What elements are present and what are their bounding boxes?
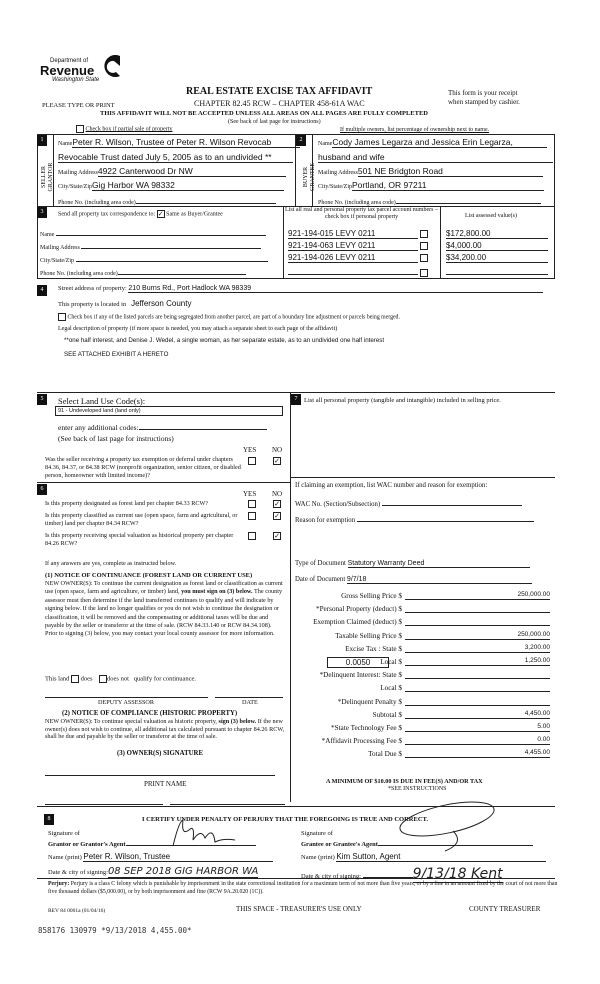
- exemption-no-checkbox[interactable]: ✓: [274, 457, 280, 465]
- amount-label: *Affidavit Processing Fee $: [321, 737, 402, 746]
- parcel-row: 921-194-026 LEVY 0211: [288, 253, 428, 263]
- print-name-label: PRINT NAME: [144, 780, 187, 788]
- parcel-row: 921-194-063 LEVY 0211: [288, 241, 428, 251]
- buyer-name-2[interactable]: husband and wife: [318, 152, 553, 163]
- land-use-label: Select Land Use Code(s):: [58, 396, 146, 406]
- assessed-value[interactable]: $4,000.00: [446, 241, 548, 251]
- amount-value[interactable]: 3,200.00: [405, 644, 550, 653]
- amount-value[interactable]: 250,000.00: [405, 631, 550, 640]
- perjury-note: Perjury: Perjury is a class C felony which is punishable by imprisonment in the state correctional institution for a maximum term of not more than five years, or by a fine in an amount fixed by the court of not more than five thousand dollars ($5,000.00), or by both imprisonment and fine (RCW 9A.20.020 (1C)).: [48, 881, 558, 895]
- rev-number: REV 84 0001a (01/04/16): [48, 908, 106, 914]
- corr-address[interactable]: Mailing Address: [40, 241, 261, 251]
- form-title: REAL ESTATE EXCISE TAX AFFIDAVIT: [186, 86, 373, 97]
- seller-name-2[interactable]: Revocable Trust dated July 5, 2005 as to an undivided **: [58, 152, 293, 163]
- legal-description: **one half interest, and Denise J. Wedel, a single woman, as her separate estate, as to an undivided one half interest: [64, 337, 385, 344]
- buyer-name[interactable]: NameCody James Legarza and Jessica Erin Legarza,: [318, 137, 547, 148]
- see-instructions: *SEE INSTRUCTIONS: [388, 786, 447, 792]
- corr-phone[interactable]: Phone No. (including area code): [40, 267, 246, 277]
- county[interactable]: This property is located in Jefferson County: [58, 299, 192, 308]
- legal-exhibit: SEE ATTACHED EXHIBIT A HERETO: [64, 351, 169, 358]
- certify-text: I CERTIFY UNDER PENALTY OF PERJURY THAT THE FOREGOING IS TRUE AND CORRECT.: [142, 816, 429, 823]
- same-as-buyer-checkbox[interactable]: ✓: [157, 210, 164, 218]
- grantor-date-city[interactable]: Date & city of signing:08 SEP 2018 GIG HARBOR WA: [48, 866, 259, 877]
- please-type: PLEASE TYPE OR PRINT: [42, 102, 115, 109]
- buyer-phone[interactable]: Phone No. (including area code): [318, 195, 541, 206]
- treasurer-space: THIS SPACE - TREASURER'S USE ONLY: [236, 905, 362, 913]
- personal-property-checkbox[interactable]: [420, 269, 428, 277]
- personal-property-checkbox[interactable]: [420, 230, 428, 238]
- doc-date-field[interactable]: Date of Document 9/7/18: [295, 576, 532, 584]
- partial-sale-checkbox[interactable]: [76, 125, 84, 133]
- does-checkbox[interactable]: [71, 675, 79, 683]
- see-back: (See back of last page for instructions): [228, 119, 321, 125]
- minimum-note: A MINIMUM OF $10.00 IS DUE IN FEE(S) AND/OR TAX: [326, 778, 483, 785]
- amount-label: Total Due $: [368, 750, 402, 759]
- section-3-number: 3: [37, 207, 47, 218]
- yes-header-6: YES: [243, 490, 257, 498]
- owner-signature-title: (3) OWNER(S) SIGNATURE: [117, 750, 203, 757]
- amount-label: Excise Tax : State $: [345, 644, 402, 653]
- reason-field[interactable]: Reason for exemption: [295, 514, 534, 524]
- amount-value[interactable]: 4,455.00: [405, 749, 550, 758]
- grantor-signature-mark: [165, 816, 245, 850]
- date-label: DATE: [242, 699, 258, 706]
- wac-field[interactable]: WAC No. (Section/Subsection): [295, 498, 522, 508]
- exemption-yes-checkbox[interactable]: [248, 457, 256, 465]
- deputy-assessor-label: DEPUTY ASSESSOR: [98, 699, 154, 706]
- section-2-number: 2: [296, 135, 306, 146]
- no-header: NO: [272, 446, 283, 454]
- section-7-number: 7: [291, 394, 301, 405]
- amount-value[interactable]: 1,250.00: [405, 657, 550, 666]
- seller-side-label: SELLER GRANTOR: [41, 162, 54, 192]
- notice-continuance-title: (1) NOTICE OF CONTINUANCE (FOREST LAND OR CURRENT USE): [45, 572, 253, 579]
- no-header-6: NO: [272, 490, 283, 498]
- notice-compliance-title: (2) NOTICE OF COMPLIANCE (HISTORIC PROPERTY): [62, 710, 238, 717]
- parcel-row: [288, 265, 428, 277]
- corr-name[interactable]: Name: [40, 228, 266, 238]
- amount-label: *Delinquent Interest: State $: [319, 671, 402, 680]
- corr-city[interactable]: City/State/Zip: [40, 254, 268, 264]
- section6-yes-checkbox[interactable]: [248, 532, 256, 540]
- assessed-value[interactable]: $172,800.00: [446, 229, 548, 239]
- doc-type-field[interactable]: Type of Document Statutory Warranty Deed: [295, 560, 530, 568]
- yes-header: YES: [243, 446, 257, 454]
- amount-value[interactable]: [405, 683, 550, 692]
- partial-sale: Check box if partial sale of property: [76, 125, 172, 133]
- segregate-note: Check box if any of the listed parcels are being segregated from another parcel, are part of a boundary line adjustment or parcels being merged.: [58, 313, 400, 321]
- parcels-header: List all real and personal property tax parcel account numbers – check box if personal property: [285, 207, 438, 220]
- buyer-address[interactable]: Mailing Address501 NE Bridgton Road: [318, 166, 543, 177]
- amount-label: Gross Selling Price $: [341, 592, 402, 600]
- section6-yes-checkbox[interactable]: [248, 500, 256, 508]
- personal-property-checkbox[interactable]: [420, 242, 428, 250]
- amount-label: Taxable Selling Price $: [335, 631, 402, 640]
- section-4-number: 4: [37, 285, 47, 296]
- amount-label: Local $: [380, 658, 402, 666]
- amount-label: Local $: [380, 684, 402, 693]
- seller-phone[interactable]: Phone No. (including area code): [58, 195, 276, 206]
- grantor-name[interactable]: Name (print) Peter R. Wilson, Trustee: [48, 852, 273, 862]
- dor-logo: Department of Revenue Washington State: [40, 58, 99, 83]
- receipt-stamp: 858176 130979 *9/13/2018 4,455.00*: [38, 926, 192, 935]
- amount-label: Exemption Claimed (deduct) $: [313, 618, 402, 627]
- legal-label: Legal description of property (if more space is needed, you may attach a separate sheet to each page of the affidavit): [58, 326, 338, 332]
- section6-question: Is this property classified as current use (open space, farm and agricultural, or timber) land per chapter 84.34 RCW?: [45, 512, 238, 527]
- amount-label: *State Technology Fee $: [330, 724, 402, 732]
- section6-question: Is this property receiving special valuation as historical property per chapter 84.26 RCW?: [45, 532, 234, 547]
- amount-label: *Delinquent Penalty $: [337, 697, 402, 706]
- section-1-number: 1: [37, 135, 47, 146]
- section-6-number: 6: [37, 484, 47, 495]
- section-5-number: 5: [37, 394, 47, 405]
- segregate-checkbox[interactable]: [58, 313, 66, 321]
- form-chapter: CHAPTER 82.45 RCW – CHAPTER 458-61A WAC: [194, 99, 365, 108]
- amount-value[interactable]: 0.00: [405, 736, 550, 745]
- grantee-signature[interactable]: Signature of Grantee or Grantee's Agent: [301, 830, 533, 849]
- if-yes-note: If any answers are yes, complete as instructed below.: [45, 560, 177, 567]
- grantee-name[interactable]: Name (print) Kim Sutton, Agent: [301, 852, 546, 862]
- receipt-note: This form is your receipt when stamped by cashier.: [448, 89, 520, 106]
- land-use-see-back: (See back of last page for instructions): [58, 434, 174, 443]
- section6-no-checkbox[interactable]: ✓: [274, 500, 280, 508]
- amount-label: *Personal Property (deduct) $: [315, 605, 402, 614]
- section6-yes-checkbox[interactable]: [248, 512, 256, 520]
- assessed-value[interactable]: $34,200.00: [446, 253, 548, 263]
- correspondence-label: Send all property tax correspondence to: ✓ Same as Buyer/Grantee: [58, 210, 223, 218]
- amount-value[interactable]: 5.00: [405, 723, 550, 732]
- multiple-owners-note: If multiple owners, list percentage of ownership next to name.: [340, 127, 490, 133]
- section6-no-checkbox[interactable]: ✓: [274, 512, 280, 520]
- exemption-question: Was the seller receiving a property tax exemption or deferral under chapters 84.36, 84.37, or 84.38 RCW (nonprofit organization, senior citizen, or disabled person, homeowner with limited income)?: [45, 456, 241, 479]
- county-treasurer: COUNTY TREASURER: [469, 905, 541, 913]
- additional-codes[interactable]: enter any additional codes:: [58, 421, 267, 432]
- notice-compliance-text: NEW OWNER(S): To continue special valuation as historic property, sign (3) below. If the new owner(s) does not wish to continue, all additional tax calculated pursuant to chapter 84.26 RCW, shall be due and payable by the seller or transferor at the time of sale.: [45, 718, 285, 741]
- notice-continuance-text: NEW OWNER(S): To continue the current designation as forest land or classification as current use (open space, farm and agriculture, or timber) land, you must sign on (3) below. The county assessor must then determine if the land transferred continues to qualify and will indicate by signing below. If the land no longer qualifies or you do not wish to continue the designation or classification, it will be removed and the compensating or additional taxes will be due and payable by the seller or transferor at the time of sale. (RCW 84.33.140 or RCW 84.34.108). Prior to signing (3) below, you may contact your local county assessor for more information.: [45, 580, 283, 638]
- warning: THIS AFFIDAVIT WILL NOT BE ACCEPTED UNLESS ALL AREAS ON ALL PAGES ARE FULLY COMPLETED: [100, 110, 428, 117]
- personal-property-label: List all personal property (tangible and intangible) included in selling price.: [304, 397, 501, 404]
- grantor-signature[interactable]: Signature of Grantor or Grantor's Agent: [48, 830, 256, 849]
- amount-value[interactable]: 4,450.00: [405, 710, 550, 719]
- assessed-header: List assessed value(s): [465, 213, 517, 219]
- buyer-city[interactable]: City/State/ZipPortland, OR 97211: [318, 180, 544, 191]
- section6-question: Is this property designated as forest land per chapter 84.33 RCW?: [45, 500, 209, 507]
- seller-address[interactable]: Mailing Address4922 Canterwood Dr NW: [58, 166, 286, 177]
- continuance-choice: This land does does not qualify for continuance.: [45, 675, 197, 683]
- grantee-date-city[interactable]: Date & city of signing: 9/13/18 Kent: [301, 866, 503, 882]
- parcel-row: 921-194-015 LEVY 0211: [288, 229, 428, 239]
- amount-value[interactable]: [405, 617, 550, 626]
- amount-value[interactable]: [405, 697, 550, 706]
- does-not-checkbox[interactable]: [99, 675, 107, 683]
- section-8-number: 8: [44, 814, 54, 825]
- dor-swirl-icon: [100, 52, 124, 80]
- exemption-note: If claiming an exemption, list WAC number and reason for exemption:: [295, 482, 488, 489]
- amount-value[interactable]: 250,000.00: [405, 591, 550, 600]
- buyer-side-label: BUYER GRANTEE: [303, 163, 316, 191]
- seller-name[interactable]: NamePeter R. Wilson, Trustee of Peter R. Wilson Revocab: [58, 137, 300, 148]
- amount-value[interactable]: [405, 604, 550, 613]
- section6-no-checkbox[interactable]: ✓: [274, 532, 280, 540]
- personal-property-checkbox[interactable]: [420, 254, 428, 262]
- amount-label: Subtotal $: [372, 710, 402, 719]
- amount-value[interactable]: [405, 670, 550, 679]
- street-address[interactable]: Street address of property: 210 Burns Rd., Port Hadlock WA 98339: [58, 285, 543, 293]
- local-rate-box[interactable]: 0.0050: [327, 657, 389, 668]
- land-use-select[interactable]: 91 - Undeveloped land (land only): [55, 406, 283, 416]
- seller-city[interactable]: City/State/ZipGig Harbor WA 98332: [58, 180, 284, 191]
- assessed-value[interactable]: [446, 265, 548, 277]
